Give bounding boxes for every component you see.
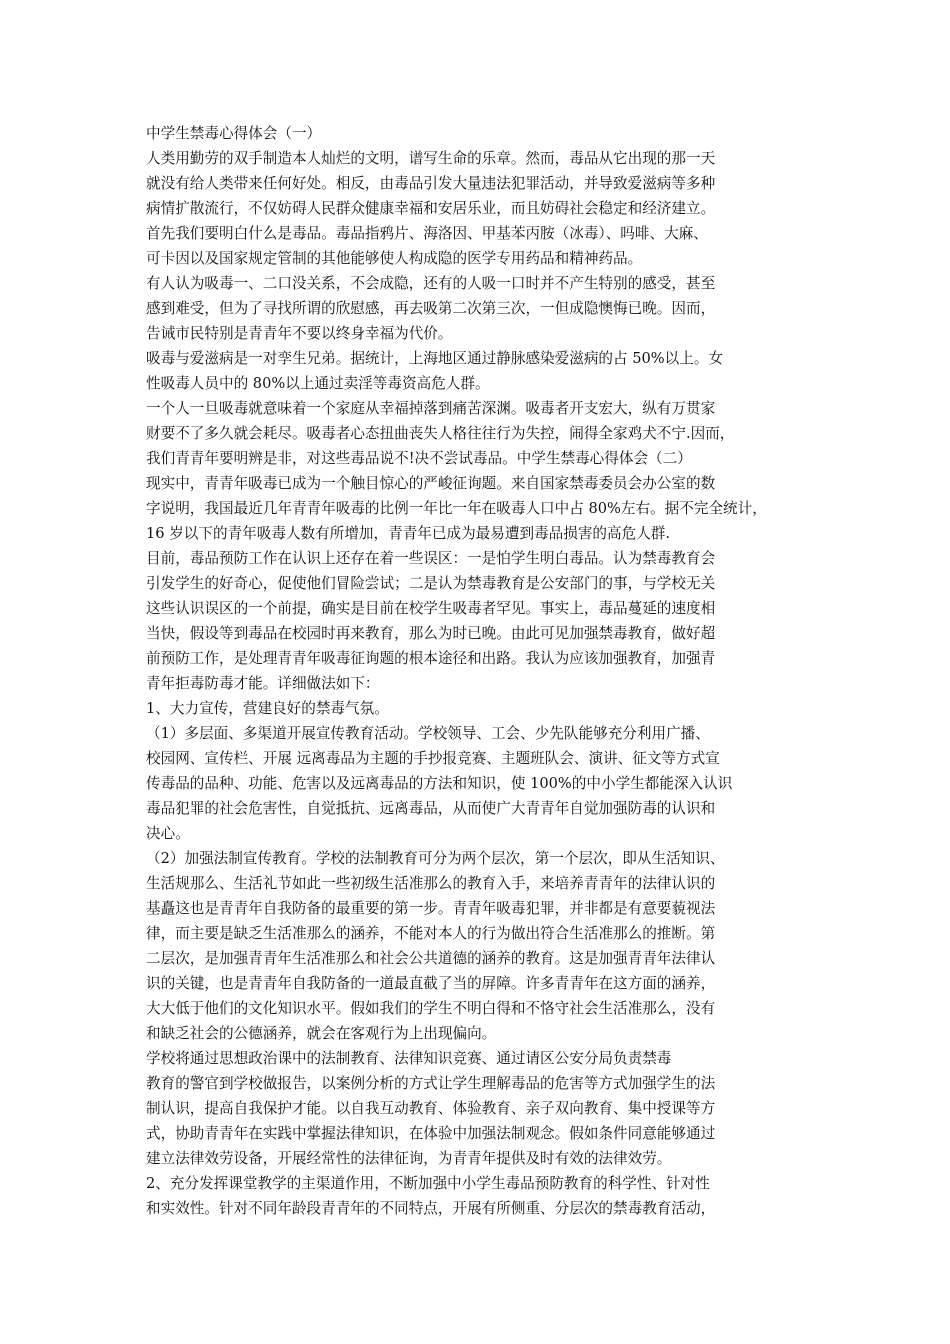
paragraph-line: 我们青青年要明辨是非，对这些毒品说不!决不尝试毒品。中学生禁毒心得体会（二） [146,450,692,467]
paragraph-line: 决心。 [146,825,190,842]
paragraph-line: 首先我们要明白什么是毒品。毒品指鸦片、海洛因、甲基苯丙胺（冰毒）、吗啡、大麻、 [146,225,708,242]
paragraph-line: 财要不了多久就会耗尽。吸毒者心态扭曲丧失人格往往行为失控，闹得全家鸡犬不宁.因而， [146,425,735,442]
paragraph-line: 就没有给人类带来任何好处。相反，由毒品引发大量违法犯罪活动，并导致爱滋病等多种 [146,175,716,192]
paragraph-line: 16 岁以下的青年吸毒人数有所增加，青青年已成为最易遭到毒品损害的高危人群. [146,525,671,542]
paragraph-line: 可卡因以及国家规定管制的其他能够使人构成隐的医学专用药品和精神药品。 [146,250,643,267]
paragraph-line: 有人认为吸毒一、二口没关系，不会成隐，还有的人吸一口时并不产生特别的感受，甚至 [146,275,716,292]
section-heading: 1、大力宣传，营建良好的禁毒气氛。 [146,700,389,717]
paragraph-line: 学校将通过思想政治课中的法制教育、法律知识竞赛、通过请区公安分局负责禁毒 [146,1050,672,1067]
paragraph-line: 大大低于他们的文化知识水平。假如我们的学生不明白得和不恪守社会生活准那么，没有 [146,1000,716,1017]
paragraph-line: 律，而主要是缺乏生活准那么的涵养，不能对本人的行为做出符合生活准那么的推断。第 [146,925,716,942]
paragraph-line: 生活规那么、生活礼节如此一些初级生活准那么的教育入手，来培养青青年的法律认识的 [146,875,716,892]
paragraph-line: 引发学生的好奇心，促使他们冒险尝试；二是认为禁毒教育是公安部门的事，与学校无关 [146,575,716,592]
paragraph-line: 感到难受，但为了寻找所谓的欣慰感，再去吸第二次第三次，一但成隐懊悔已晚。因而， [146,300,716,317]
paragraph-line: 校园网、宣传栏、开展 远离毒品为主题的手抄报竞赛、主题班队会、演讲、征文等方式宣 [146,750,720,767]
paragraph-line: 病情扩散流行，不仅妨碍人民群众健康幸福和安居乐业，而且妨碍社会稳定和经济建立。 [146,200,716,217]
paragraph-line: 性吸毒人员中的 80%以上通过卖淫等毒资高危人群。 [146,375,490,392]
paragraph-line: 这些认识误区的一个前提，确实是目前在校学生吸毒者罕见。事实上，毒品蔓延的速度相 [146,600,716,617]
paragraph-line: 目前，毒品预防工作在认识上还存在着一些误区：一是怕学生明白毒品。认为禁毒教育会 [146,550,716,567]
paragraph-line: 人类用勤劳的双手制造本人灿烂的文明，谱写生命的乐章。然而，毒品从它出现的那一天 [146,150,716,167]
paragraph-line: 教育的警官到学校做报告，以案例分析的方式让学生理解毒品的危害等方式加强学生的法 [146,1075,716,1092]
paragraph-line: 建立法律效劳设备，开展经常性的法律征询，为青青年提供及时有效的法律效劳。 [146,1150,672,1167]
paragraph-line: 制认识，提高自我保护才能。以自我互动教育、体验教育、亲子双向教育、集中授课等方 [146,1100,716,1117]
document-page [146,121,822,1221]
paragraph-line: 毒品犯罪的社会危害性，自觉抵抗、远离毒品，从而使广大青青年自觉加强防毒的认识和 [146,800,716,817]
paragraph-line: 青年拒毒防毒才能。详细做法如下： [146,675,380,692]
paragraph-line: 式，协助青青年在实践中掌握法律知识，在体验中加强法制观念。假如条件同意能够通过 [146,1125,716,1142]
paragraph-line: （2）加强法制宣传教育。学校的法制教育可分为两个层次，第一个层次，即从生活知识、 [146,850,725,867]
paragraph-line: 一个人一旦吸毒就意味着一个家庭从幸福掉落到痛苦深渊。吸毒者开支宏大，纵有万贯家 [146,400,716,417]
document-title: 中学生禁毒心得体会（一） [146,125,322,142]
paragraph-line: 识的关键，也是青青年自我防备的一道最直截了当的屏障。许多青青年在这方面的涵养， [146,975,716,992]
paragraph-line: 告诫市民特别是青青年不要以终身幸福为代价。 [146,325,453,342]
paragraph-line: 二层次，是加强青青年生活准那么和社会公共道德的涵养的教育。这是加强青青年法律认 [146,950,716,967]
section-heading: 2、充分发挥课堂教学的主渠道作用，不断加强中小学生毒品预防教育的科学性、针对性 [146,1175,710,1192]
paragraph-line: 前预防工作，是处理青青年吸毒征询题的根本途径和出路。我认为应该加强教育，加强青 [146,650,716,667]
paragraph-line: 传毒品的品种、功能、危害以及远离毒品的方法和知识，使 100%的中小学生都能深入认识 [146,775,733,792]
paragraph-line: 吸毒与爱滋病是一对孪生兄弟。据统计，上海地区通过静脉感染爱滋病的占 50%以上。女 [146,350,724,367]
paragraph-line: 基矗这也是青青年自我防备的最重要的第一步。青青年吸毒犯罪，并非都是有意要藐视法 [146,900,716,917]
paragraph-line: 和实效性。针对不同年龄段青青年的不同特点，开展有所侧重、分层次的禁毒教育活动， [146,1200,716,1217]
paragraph-line: 字说明，我国最近几年青青年吸毒的比例一年比一年在吸毒人口中占 80%左右。据不完全统计， [146,500,767,517]
paragraph-line: 和缺乏社会的公德涵养，就会在客观行为上出现偏向。 [146,1025,497,1042]
paragraph-line: （1）多层面、多渠道开展宣传教育活动。学校领导、工会、少先队能够充分利用广播、 [146,725,710,742]
paragraph-line: 现实中，青青年吸毒已成为一个触目惊心的严峻征询题。来自国家禁毒委员会办公室的数 [146,475,716,492]
paragraph-line: 当快，假设等到毒品在校园时再来教育，那么为时已晚。由此可见加强禁毒教育，做好超 [146,625,716,642]
